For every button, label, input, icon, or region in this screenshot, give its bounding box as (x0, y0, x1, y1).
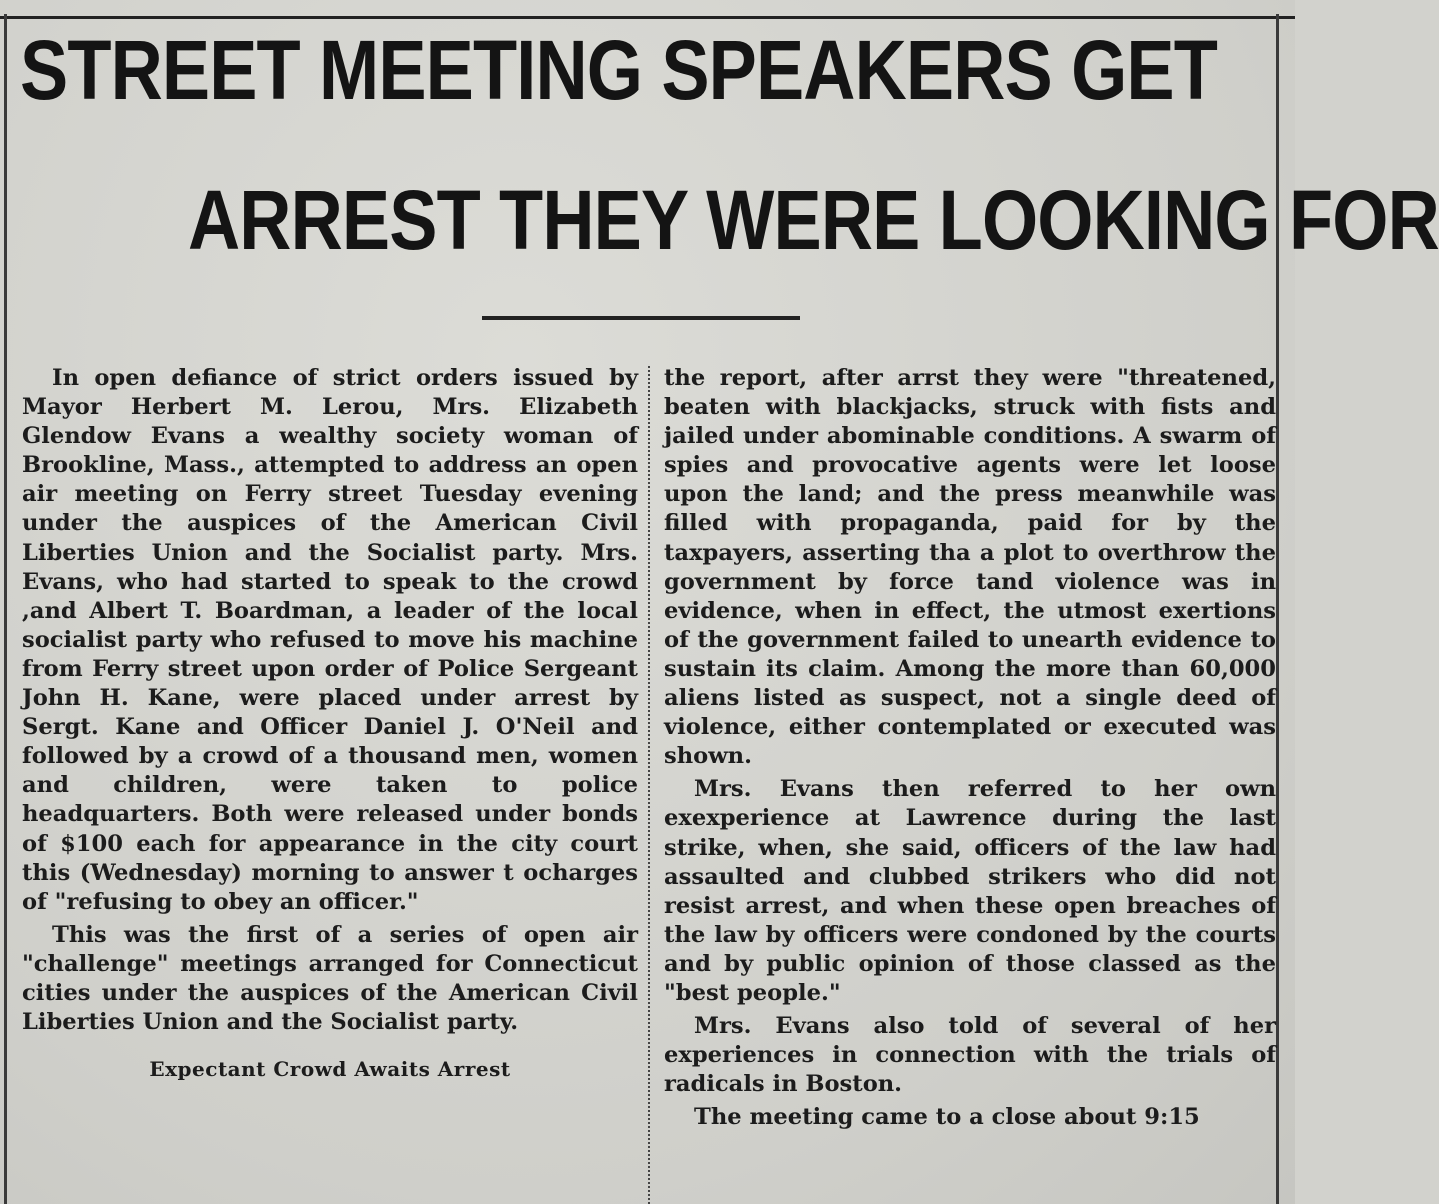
article-paragraph: The meeting came to a close about 9:15 (694, 1104, 1200, 1131)
article-subhead: Expectant Crowd Awaits Arrest (149, 1057, 511, 1082)
article-column-left (22, 364, 638, 1084)
headline-line-2: ARREST THEY WERE LOOKING FOR (188, 173, 1439, 267)
article-paragraph: Mrs. Evans then referred to her own exexperience at Lawrence during the last strike, when, she said, officers of the law had assaulted and clubbed strikers who did not resist arrest, and when these open breaches of the law by officers were condoned by the courts and by public opinion of those classed as the "best people." (664, 776, 1276, 1006)
headline-line-1: STREET MEETING SPEAKERS GET (20, 23, 1217, 117)
headline-divider (482, 316, 800, 320)
article-column-right (664, 364, 1276, 1132)
article-paragraph: In open defiance of strict orders issued by Mayor Herbert M. Lerou, Mrs. Elizabeth Glendow Evans a wealthy society woman of Brookline, Mass., attempted to address an open air meeting on Ferry street Tuesday evening under the auspices of the American Civil Liberties Union and the Socialist party. Mrs. Evans, who had started to speak to the crowd ,and Albert T. Boardman, a leader of the local socialist party who refused to move his machine from Ferry street upon order of Police Sergeant John H. Kane, were placed under arrest by Sergt. Kane and Officer Daniel J. O'Neil and followed by a crowd of a thousand men, women and children, were taken to police headquarters. Both were released under bonds of $100 each for appearance in the city court this (Wednesday) morning to answer t ocharges of "refusing to obey an officer." (22, 365, 638, 915)
article-paragraph: Mrs. Evans also told of several of her experiences in connection with the trials of radicals in Boston. (664, 1013, 1276, 1098)
column-separator (648, 366, 650, 1204)
article-paragraph: the report, after arrst they were "threatened, beaten with blackjacks, struck with fists and jailed under abominable conditions. A swarm of spies and provocative agents were let loose upon the land; and the press meanwhile was filled with propaganda, paid for by the taxpayers, asserting tha a plot to overthrow the government by force tand violence was in evidence, when in effect, the utmost exertions of the government failed to unearth evidence to sustain its claim. Among the more than 60,000 aliens listed as suspect, not a single deed of violence, either contemplated or executed was shown. (664, 365, 1276, 770)
article-paragraph: This was the first of a series of open air "challenge" meetings arranged for Connecticut cities under the auspices of the American Civil Liberties Union and the Socialist party. (22, 921, 638, 1036)
left-border-rule (4, 14, 7, 1204)
top-rule (0, 0, 1295, 19)
